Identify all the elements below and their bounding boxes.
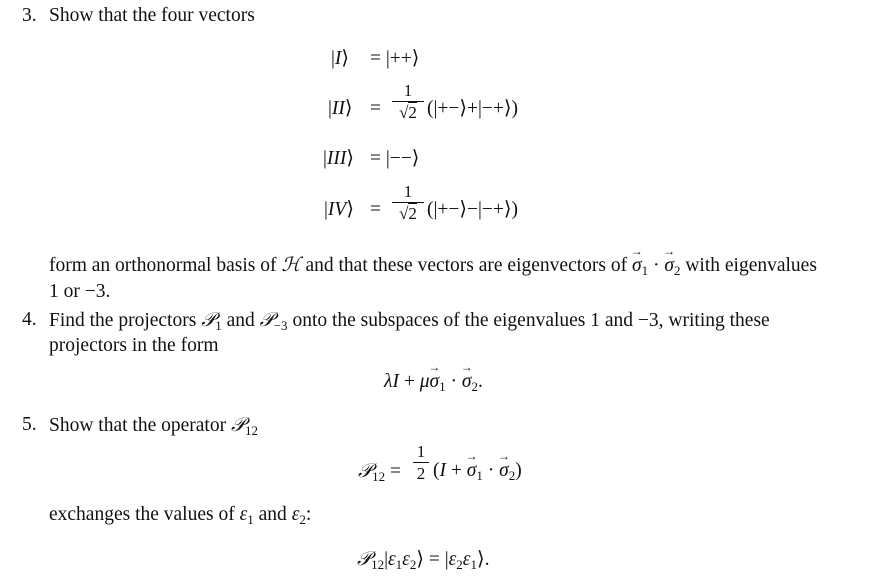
problem-3-number: 3. (22, 5, 37, 26)
equation-3-rhs: = |−−⟩ (370, 148, 420, 169)
equation-4-lhs: |IV⟩ (324, 199, 354, 220)
problem-4-number: 4. (22, 309, 37, 330)
problem-5-number: 5. (22, 414, 37, 435)
equation-4-equals: = (370, 199, 381, 220)
equation-1-rhs: = |++⟩ (370, 48, 420, 69)
problem-5-text1: Show that the operator 𝒫$_{12}$ (49, 413, 259, 438)
equation-6-rhs: $(I + \sigma \to_1 \cdot \sigma \to_2)$ (433, 461, 522, 481)
equation-2-rhs: (|+−⟩+|−+⟩) (427, 98, 518, 119)
problem-3-after2: 1 or −3. (49, 281, 111, 302)
equation-6-fraction: 1 2 (413, 443, 429, 483)
problem-5-text2: exchanges the values of $\varepsilon_1$ and $\varepsilon_2$: (49, 504, 312, 527)
equation-4-fraction: 1 √2 (392, 183, 424, 223)
equation-6-lhs: 𝒫$_{12}$ = (358, 459, 401, 484)
equation-5: $\lambda I + \mu\sigma \to_1 \cdot \sigma \to_2$. (384, 372, 483, 392)
equation-7: $𝒫_{12}|\varepsilon_1\varepsilon_2⟩$ = $|\varepsilon_2\varepsilon_1⟩$. (357, 547, 490, 572)
equation-1-lhs: |I⟩ (331, 48, 350, 69)
problem-4-text2: projectors in the form (49, 335, 219, 356)
equation-2-fraction: 1 √2 (392, 82, 424, 122)
equation-3-lhs: |III⟩ (323, 148, 354, 169)
equation-2-lhs: |II⟩ (328, 98, 353, 119)
equation-4-rhs: (|+−⟩−|−+⟩) (427, 199, 518, 220)
problem-4-text1: Find the projectors 𝒫$_1$ and 𝒫$_{-3}$ onto the subspaces of the eigenvalues 1 and −3, writing these (49, 308, 770, 333)
problem-3-intro: Show that the four vectors (49, 5, 255, 26)
equation-2-equals: = (370, 98, 381, 119)
problem-3-after: form an orthonormal basis of ℋ and that these vectors are eigenvectors of $\sigma \to_1 \cdot \sigma \to_2$ with eigenvalues (49, 255, 817, 276)
